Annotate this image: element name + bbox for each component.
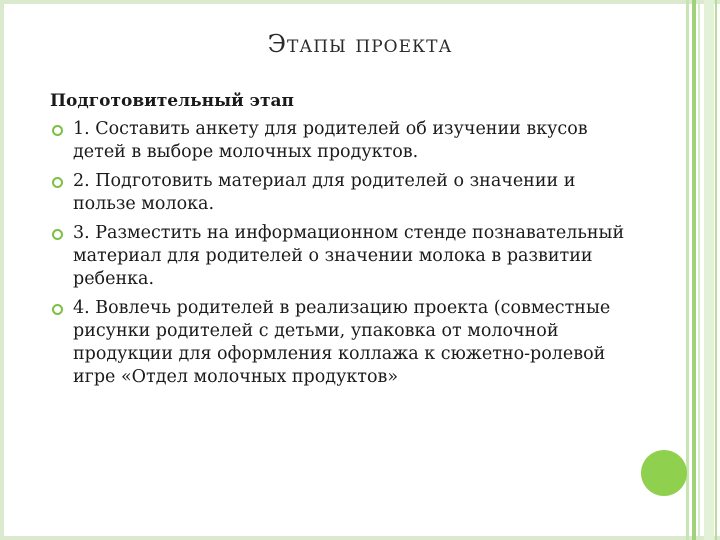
stripe	[698, 0, 700, 540]
stripe	[692, 0, 696, 540]
stripe	[704, 0, 714, 540]
bullet-icon	[52, 177, 63, 188]
stripe	[686, 0, 689, 540]
top-border	[0, 0, 720, 4]
list-item	[50, 118, 640, 164]
list-item-text: 1. Составить анкету для родителей об изучении вкусов детей в выборе молочных продуктов.	[73, 119, 588, 162]
list-item	[50, 222, 640, 291]
slide-title: Этапы проекта	[267, 30, 453, 58]
bullet-list	[50, 118, 640, 389]
list-item-text: 2. Подготовить материал для родителей о значении и пользе молока.	[73, 171, 576, 214]
slide-content	[50, 90, 640, 395]
bottom-border	[0, 536, 720, 540]
list-item-text: 3. Разместить на информационном стенде познавательный материал для родителей о значении молока в развитии ребенка.	[73, 223, 625, 289]
section-subheading: Подготовительный этап	[50, 91, 295, 111]
list-item	[50, 170, 640, 216]
list-item-text: 4. Вовлечь родителей в реализацию проекта (совместные рисунки родителей с детьми, упаковка от молочной продукции для оформления коллажа к сюжетно-ролевой игре «Отдел молочных продуктов»	[73, 298, 611, 387]
bullet-icon	[52, 125, 63, 136]
decorative-green-circle	[641, 450, 687, 496]
bullet-icon	[52, 304, 63, 315]
bullet-icon	[52, 229, 63, 240]
right-decorative-stripes	[684, 0, 720, 540]
list-item	[50, 297, 640, 389]
left-border	[0, 0, 4, 540]
stripe	[715, 0, 717, 540]
